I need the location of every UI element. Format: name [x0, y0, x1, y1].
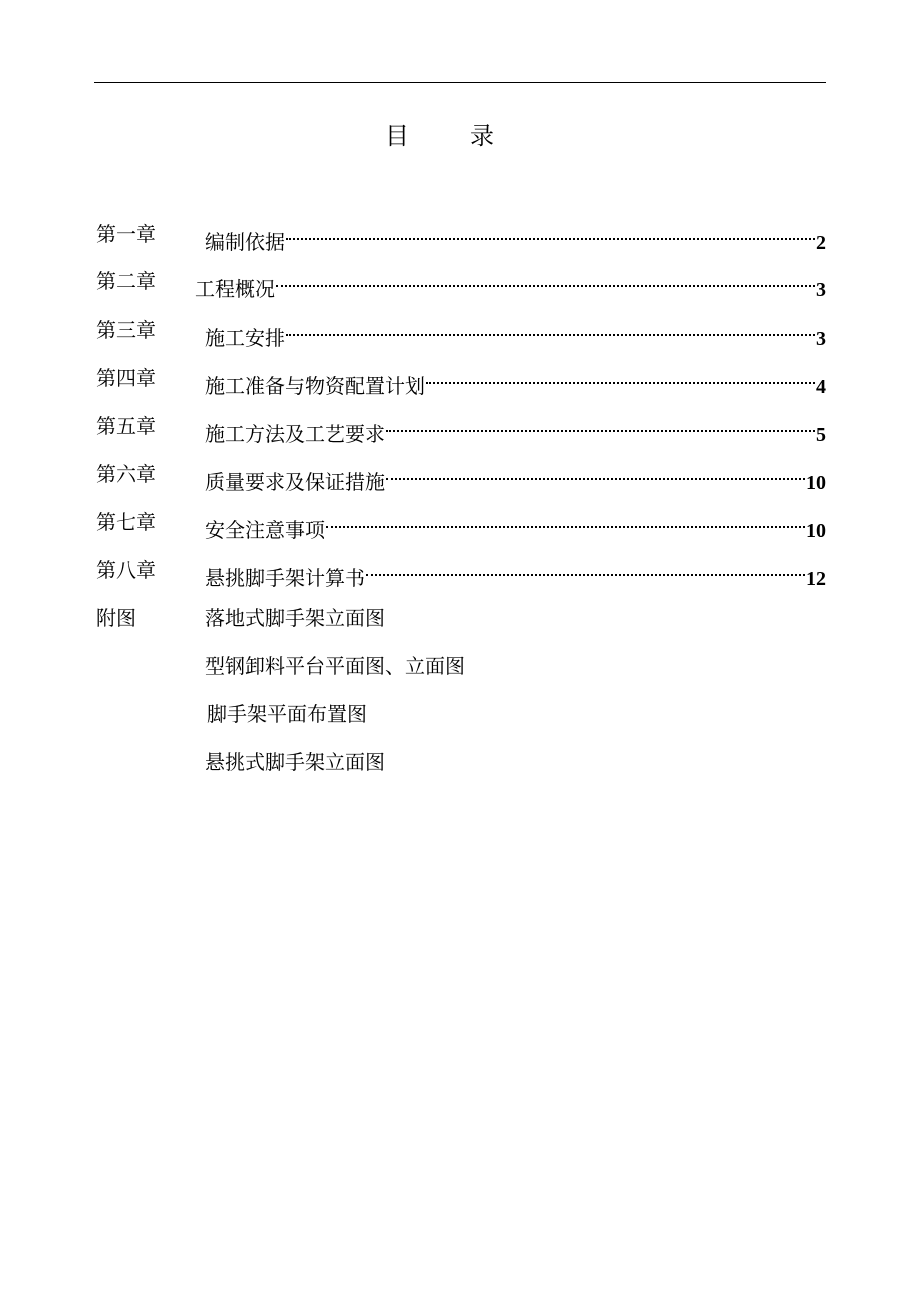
chapter-number: 第八章	[96, 558, 156, 582]
dot-leader	[326, 507, 805, 537]
toc-entry[interactable]	[96, 411, 826, 446]
dot-leader	[386, 411, 815, 441]
chapter-number: 第四章	[96, 366, 156, 390]
header-rule	[94, 82, 826, 83]
dot-leader	[286, 315, 815, 345]
dot-leader	[366, 555, 805, 585]
chapter-title: 安全注意事项	[205, 518, 325, 542]
title-char-right: 录	[470, 122, 494, 150]
chapter-title: 质量要求及保证措施	[205, 470, 385, 494]
dot-leader	[276, 266, 815, 296]
chapter-number: 第七章	[96, 510, 156, 534]
page-number: 3	[816, 279, 826, 301]
chapter-number: 第五章	[96, 414, 156, 438]
page-number: 4	[816, 376, 826, 398]
page-number: 2	[816, 232, 826, 254]
chapter-title: 悬挑脚手架计算书	[205, 566, 365, 590]
toc-entry[interactable]	[96, 507, 826, 542]
chapter-title: 施工准备与物资配置计划	[205, 374, 425, 398]
toc-entry[interactable]	[96, 219, 826, 254]
chapter-title: 编制依据	[205, 230, 285, 254]
page-number: 12	[806, 568, 826, 590]
page-number: 10	[806, 520, 826, 542]
appendix-item[interactable]: 悬挑式脚手架立面图	[205, 750, 385, 774]
chapter-title: 工程概况	[195, 277, 275, 301]
chapter-title: 施工方法及工艺要求	[205, 422, 385, 446]
toc-entry[interactable]	[96, 315, 826, 350]
dot-leader	[426, 363, 815, 393]
appendix-item[interactable]: 落地式脚手架立面图	[205, 606, 385, 630]
appendix-label: 附图	[96, 606, 136, 630]
chapter-number: 第六章	[96, 462, 156, 486]
chapter-number: 第二章	[96, 269, 156, 293]
page-number: 10	[806, 472, 826, 494]
chapter-number: 第三章	[96, 318, 156, 342]
appendix-item[interactable]: 型钢卸料平台平面图、立面图	[205, 654, 465, 678]
chapter-number: 第一章	[96, 222, 156, 246]
appendix-item[interactable]: 脚手架平面布置图	[207, 702, 367, 726]
toc-entry[interactable]	[96, 459, 826, 494]
toc-entry[interactable]	[96, 266, 826, 301]
title-char-left: 目	[385, 122, 409, 150]
page-number: 3	[816, 328, 826, 350]
toc-entry[interactable]	[96, 363, 826, 398]
toc-entry[interactable]	[96, 555, 826, 590]
dot-leader	[286, 219, 815, 249]
page-number: 5	[816, 424, 826, 446]
chapter-title: 施工安排	[205, 326, 285, 350]
dot-leader	[386, 459, 805, 489]
